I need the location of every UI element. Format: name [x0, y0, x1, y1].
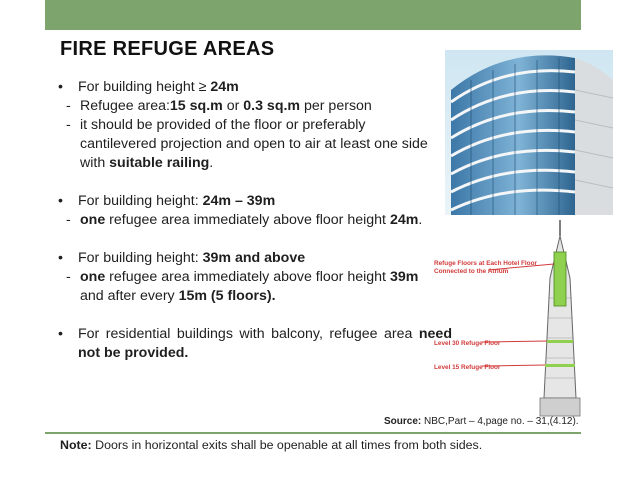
interval-value: 15m (5 floors). [178, 288, 276, 304]
source-text: NBC,Part – 4,page no. – 31,(4.12). [421, 416, 579, 427]
bullet-text: For building height: [78, 193, 203, 209]
sub-dash: - [66, 269, 71, 285]
sub-text: . [209, 155, 214, 171]
sub-refugee-area [58, 97, 438, 116]
note-text: Doors in horizontal exits shall be openable at all times from both sides. [91, 438, 483, 452]
area-value-2: 0.3 sq.m [243, 98, 301, 114]
label-level-30: Level 30 Refuge Floor [434, 340, 501, 347]
height-value: 24m [389, 212, 419, 228]
sub-dash: - [66, 98, 71, 114]
sub-text: refugee area immediately above floor height [105, 212, 390, 228]
sub-one-refugee-39m [58, 268, 438, 306]
sub-dash: - [66, 117, 71, 133]
bullet-dot: • [58, 79, 63, 95]
area-value-1: 15 sq.m [169, 98, 223, 114]
label-hotel-refuge: Refuge Floors at Each Hotel Floor [434, 260, 537, 267]
level-30-marker [547, 340, 573, 343]
sub-dash: - [66, 212, 71, 228]
note-label: Note: [60, 438, 92, 452]
bullet-dot: • [58, 326, 63, 342]
bullet-height-24m [58, 78, 438, 97]
slide-title: FIRE REFUGE AREAS [60, 38, 275, 60]
tower-photo [445, 50, 613, 215]
bullet-dot: • [58, 193, 63, 209]
sub-one-refugee-24m [58, 211, 438, 230]
sub-text: Refugee area: [80, 98, 170, 114]
one-text: one [80, 212, 106, 228]
bullet-height-value: 24m [210, 79, 239, 95]
one-text: one [80, 269, 106, 285]
bullet-text: For residential buildings with balcony, refugee area [78, 326, 419, 342]
height-range: 39m and above [202, 250, 306, 266]
bullet-dot: • [58, 250, 63, 266]
bullet-residential [58, 325, 452, 363]
bullet-text: For building height: [78, 250, 203, 266]
height-value: 39m [389, 269, 419, 285]
sub-text: or [222, 98, 244, 114]
source-label: Source: [384, 416, 422, 427]
tower-podium [540, 398, 580, 416]
sub-text: it should be provided of the floor or preferably cantilevered projection and open to air at least one side with [80, 117, 428, 171]
tower-refuge-diagram [430, 218, 620, 418]
label-level-15: Level 15 Refuge Floor [434, 364, 501, 371]
note [60, 438, 482, 452]
sub-text: refugee area immediately above floor height [105, 269, 390, 285]
bullet-height-39-above [58, 249, 438, 268]
sub-text: . [418, 212, 423, 228]
source-citation [384, 416, 579, 427]
not-required-text: need not be provided. [78, 326, 452, 361]
atrium-refuge-zone [554, 252, 566, 306]
sub-provision [58, 116, 438, 173]
bullet-list [58, 78, 452, 363]
bullet-height-24-39 [58, 192, 438, 211]
height-range: 24m – 39m [202, 193, 276, 209]
bullet-text: For building height ≥ [78, 79, 211, 95]
note-divider [45, 432, 581, 434]
level-15-marker [545, 364, 575, 367]
top-accent-bar [45, 0, 581, 30]
label-atrium: Connected to the Atrium [434, 268, 509, 275]
sub-text: per person [300, 98, 372, 114]
sub-text: and after every [80, 288, 179, 304]
railing-text: suitable railing [109, 155, 210, 171]
